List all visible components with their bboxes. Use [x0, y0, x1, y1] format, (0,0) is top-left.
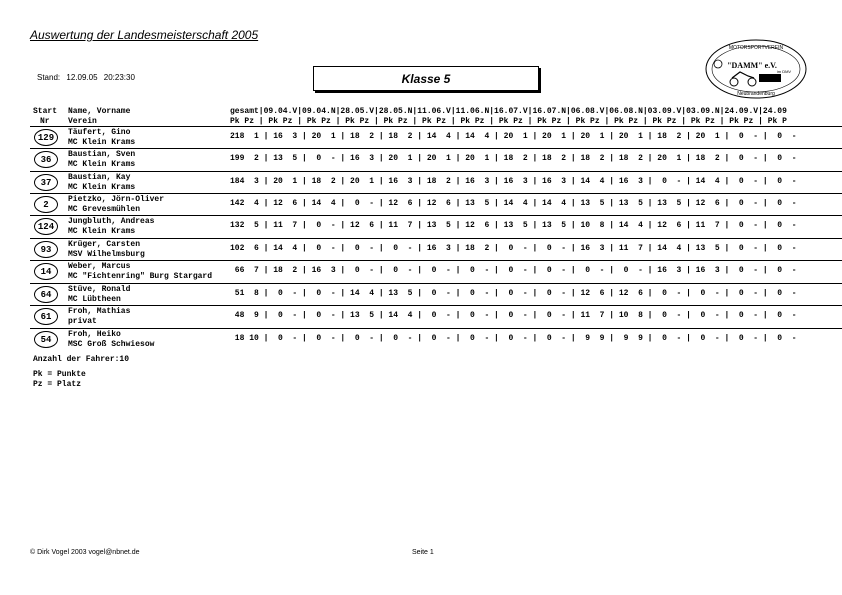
- start-nr-badge: 14: [34, 263, 58, 280]
- table-row: [30, 193, 842, 215]
- result-values: 18 10 | 0 - | 0 - | 0 - | 0 - | 0 - | 0 - | 0 - | 0 - | 9 9 | 9 9 | 0 - | 0 - | 0 - | 0 -: [230, 334, 797, 343]
- driver-cell: Weber, Marcus MC "Fichtenring" Burg Stargard: [68, 262, 213, 281]
- driver-cell: Froh, Heiko MSC Groß Schwiesow: [68, 330, 155, 349]
- start-nr-badge: 54: [34, 331, 58, 348]
- footer-copyright: © Dirk Vogel 2003 vogel@nbnet.de: [30, 549, 140, 556]
- table-row: [30, 283, 842, 305]
- stand-timestamp: [37, 73, 139, 82]
- logo-center-text: "DAMM" e.V.: [727, 61, 777, 70]
- klasse-box: [313, 66, 539, 91]
- header-name: Name, Vorname: [68, 107, 131, 116]
- result-values: 48 9 | 0 - | 0 - | 13 5 | 14 4 | 0 - | 0 - | 0 - | 0 - | 11 7 | 10 8 | 0 - | 0 - | 0 - | 0 -: [230, 311, 797, 320]
- table-row: [30, 126, 842, 148]
- result-values: 66 7 | 18 2 | 16 3 | 0 - | 0 - | 0 - | 0 - | 0 - | 0 - | 0 - | 0 - | 16 3 | 16 3 | 0 - | 0 -: [230, 266, 797, 275]
- start-nr-badge: 124: [34, 218, 58, 235]
- result-values: 142 4 | 12 6 | 14 4 | 0 - | 12 6 | 12 6 | 13 5 | 14 4 | 14 4 | 13 5 | 13 5 | 13 5 | 12 6 | 0 - | 0 -: [230, 199, 797, 208]
- stand-date: 12.09.05: [66, 73, 98, 82]
- logo-mid-text: im DMV: [776, 69, 792, 74]
- header-verein: Verein: [68, 117, 97, 126]
- result-values: 184 3 | 20 1 | 18 2 | 20 1 | 16 3 | 18 2 | 16 3 | 16 3 | 16 3 | 14 4 | 16 3 | 0 - | 14 4 | 0 - | 0 -: [230, 177, 797, 186]
- table-row: [30, 260, 842, 282]
- result-values: 102 6 | 14 4 | 0 - | 0 - | 0 - | 16 3 | 18 2 | 0 - | 0 - | 16 3 | 11 7 | 14 4 | 13 5 | 0 - | 0 -: [230, 244, 797, 253]
- start-nr-badge: 93: [34, 241, 58, 258]
- klasse-label: Klasse 5: [401, 71, 451, 86]
- anzahl-fahrer: Anzahl der Fahrer:10: [33, 355, 130, 364]
- club-logo-icon: [704, 38, 808, 100]
- result-values: 199 2 | 13 5 | 0 - | 16 3 | 20 1 | 20 1 | 20 1 | 18 2 | 18 2 | 18 2 | 18 2 | 20 1 | 18 2 | 0 - | 0 -: [230, 154, 797, 163]
- result-values: 132 5 | 11 7 | 0 - | 12 6 | 11 7 | 13 5 | 12 6 | 13 5 | 13 5 | 10 8 | 14 4 | 12 6 | 11 7 | 0 - | 0 -: [230, 221, 797, 230]
- driver-cell: Pietzko, Jörn-Oliver MC Grevesmühlen: [68, 195, 165, 214]
- footer-page: Seite 1: [412, 549, 434, 556]
- stand-time: 20:23:30: [103, 73, 135, 82]
- driver-cell: Täufert, Gino MC Klein Krams: [68, 128, 136, 147]
- result-values: 51 8 | 0 - | 0 - | 14 4 | 13 5 | 0 - | 0 - | 0 - | 0 - | 12 6 | 12 6 | 0 - | 0 - | 0 - | 0 -: [230, 289, 797, 298]
- logo-bottom-text: Neubrandenburg: [737, 91, 775, 97]
- start-nr-badge: 36: [34, 151, 58, 168]
- start-nr-badge: 61: [34, 308, 58, 325]
- header-nr: Nr: [40, 117, 50, 126]
- driver-cell: Krüger, Carsten MSV Wilhelmsburg: [68, 240, 145, 259]
- driver-cell: Baustian, Kay MC Klein Krams: [68, 173, 136, 192]
- table-row: [30, 328, 842, 350]
- table-row: [30, 238, 842, 260]
- start-nr-badge: 37: [34, 174, 58, 191]
- driver-cell: Stüve, Ronald MC Lübtheen: [68, 285, 131, 304]
- logo-top-text: MOTORSPORTVEREIN: [728, 45, 784, 51]
- header-columns: gesamt|09.04.V|09.04.N|28.05.V|28.05.N|11.06.V|11.06.N|16.07.V|16.07.N|06.08.V|06.08.N|03.09.V|03.09.N|24.09.V|24.09 Pk Pz | Pk Pz | Pk Pz | Pk Pz | Pk Pz | Pk Pz | Pk Pz | Pk Pz | Pk Pz | Pk Pz | Pk Pz | Pk Pz | Pk Pz | Pk Pz | Pk P: [230, 107, 787, 126]
- table-row: [30, 215, 842, 237]
- result-values: 218 1 | 16 3 | 20 1 | 18 2 | 18 2 | 14 4 | 14 4 | 20 1 | 20 1 | 20 1 | 20 1 | 18 2 | 20 1 | 0 - | 0 -: [230, 132, 797, 141]
- legend-platz: Pz = Platz: [33, 380, 82, 389]
- stand-label: Stand:: [37, 73, 61, 82]
- page-title: Auswertung der Landesmeisterschaft 2005: [30, 28, 259, 42]
- driver-cell: Jungbluth, Andreas MC Klein Krams: [68, 217, 155, 236]
- table-row: [30, 148, 842, 170]
- driver-cell: Froh, Mathias privat: [68, 307, 131, 326]
- start-nr-badge: 64: [34, 286, 58, 303]
- table-row: [30, 171, 842, 193]
- start-nr-badge: 129: [34, 129, 58, 146]
- start-nr-badge: 2: [34, 196, 58, 213]
- driver-cell: Baustian, Sven MC Klein Krams: [68, 150, 136, 169]
- table-row: [30, 305, 842, 327]
- legend-punkte: Pk = Punkte: [33, 370, 86, 379]
- header-start: Start: [33, 107, 58, 116]
